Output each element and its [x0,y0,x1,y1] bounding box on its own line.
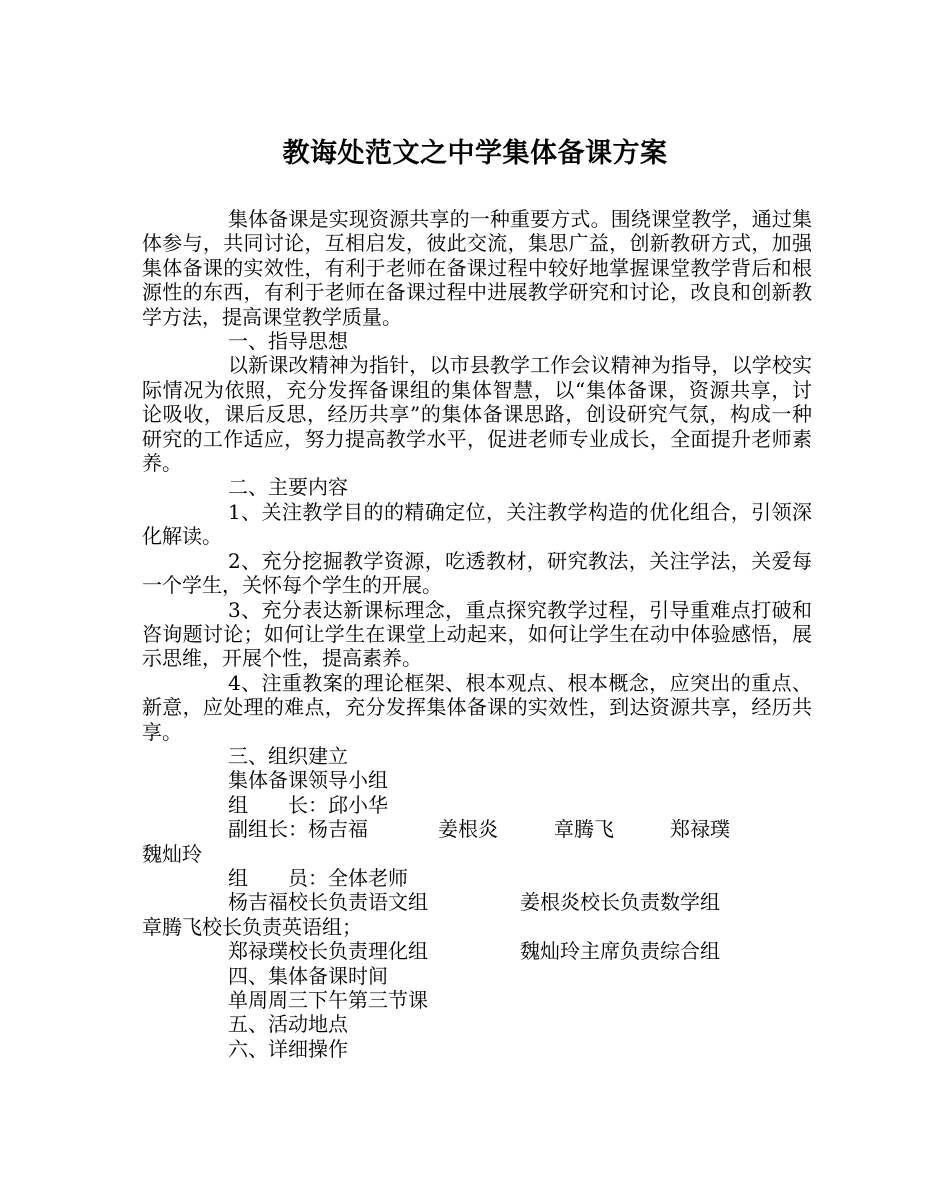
content-item-2: 2、充分挖掘教学资源，吃透教材，研究教法，关注学法，关爱每一个学生，关怀每个学生的开展。 [142,548,812,598]
assignment-item: 章腾飞校长负责英语组； [142,914,362,939]
guiding-thought-paragraph: 以新课改精神为指针，以市县教学工作会议精神为指导，以学校实际情况为依照，充分发挥备课组的集体智慧，以“集体备课，资源共享，讨论吸收，课后反思，经历共享”的集体备课思路，创设研究气氛，构成一种研究的工作适应，努力提高教学水平，促进老师专业成长，全面提升老师素养。 [142,353,812,476]
deputy-label: 副组长： [228,817,308,842]
deputy-name: 章腾飞 [554,817,614,842]
assignment-row-3 [142,939,812,963]
leader-label: 组 长： [228,792,328,817]
assignment-row-1 [142,890,812,914]
deputy-name: 郑禄璞 [670,817,730,842]
intro-paragraph: 集体备课是实现资源共享的一种重要方式。围绕课堂教学，通过集体参与，共同讨论，互相启发，彼此交流，集思广益，创新教研方式，加强集体备课的实效性，有利于老师在备课过程中较好地掌握课堂教学背后和根源性的东西，有利于老师在备课过程中进展教学研究和讨论，改良和创新教学方法，提高课堂教学质量。 [142,207,812,329]
assignment-row-2 [142,915,812,939]
assignment-item: 郑禄璞校长负责理化组 [228,939,428,964]
members-label: 组 员： [228,865,328,890]
section-heading-guiding-thought: 一、指导思想 [228,329,348,354]
content-item-3: 3、充分表达新课标理念，重点探究教学过程，引导重难点打破和咨询题讨论；如何让学生在课堂上动起来，如何让学生在动中体验感悟，展示思维，开展个性，提高素养。 [142,597,812,671]
group-title: 集体备课领导小组 [228,768,388,793]
leader-name: 邱小华 [328,792,388,817]
assignment-item: 魏灿玲主席负责综合组 [520,939,720,964]
deputy-line [142,817,812,841]
document-title: 教诲处范文之中学集体备课方案 [282,138,668,169]
section-heading-main-content: 二、主要内容 [228,475,348,500]
members-value: 全体老师 [328,865,408,890]
section-heading-location: 五、活动地点 [228,1012,348,1037]
deputy-name: 杨吉福 [308,817,368,842]
content-item-1: 1、关注教学目的的精确定位，关注教学构造的优化组合，引领深化解读。 [142,499,812,549]
members-line [142,866,812,890]
deputy-line-continued [142,842,812,866]
leader-line [142,793,812,817]
content-item-4: 4、注重教案的理论框架、根本观点、根本概念，应突出的重点、新意，应处理的难点，充分发挥集体备课的实效性，到达资源共享，经历共享。 [142,670,812,744]
section-heading-operation: 六、详细操作 [228,1036,348,1061]
section-heading-time: 四、集体备课时间 [228,963,388,988]
deputy-name: 姜根炎 [438,817,498,842]
assignment-item: 姜根炎校长负责数学组 [520,890,720,915]
time-value: 单周周三下午第三节课 [228,988,428,1012]
section-heading-organization: 三、组织建立 [228,743,348,768]
document-body [142,207,812,1061]
assignment-item: 杨吉福校长负责语文组 [228,890,428,915]
deputy-name: 魏灿玲 [142,841,202,866]
